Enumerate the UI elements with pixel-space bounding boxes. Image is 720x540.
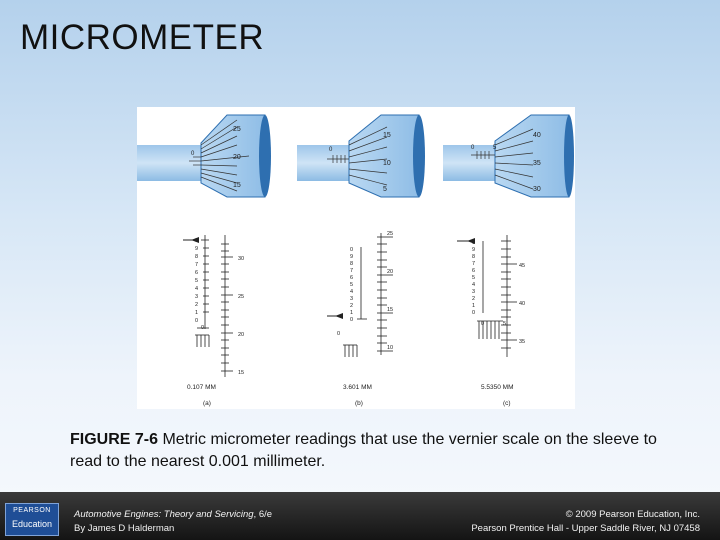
figure-caption — [70, 429, 670, 473]
svg-text:30: 30 — [238, 256, 245, 262]
panel-b-thimble-scale — [387, 231, 393, 351]
svg-text:5: 5 — [195, 278, 199, 284]
svg-text:10: 10 — [387, 345, 394, 351]
svg-text:15: 15 — [238, 370, 245, 376]
micrometer-diagram — [137, 107, 575, 409]
panel-c-thimble-mark: 40 — [533, 132, 541, 139]
panel-a-thimble-mark: 25 — [233, 126, 241, 133]
svg-text:0: 0 — [195, 318, 199, 324]
svg-text:9: 9 — [195, 246, 199, 252]
svg-text:5: 5 — [472, 275, 476, 281]
panel-c-thimble-mark: 35 — [533, 160, 541, 167]
book-credit — [74, 508, 272, 536]
svg-text:7: 7 — [195, 262, 199, 268]
svg-text:2: 2 — [350, 303, 354, 309]
panel-b-top — [297, 115, 425, 197]
svg-text:0: 0 — [472, 240, 476, 246]
panel-c-sleeve-mark: 0 — [471, 145, 475, 151]
slide-title: MICROMETER — [20, 18, 265, 57]
panel-a-top — [137, 115, 271, 197]
svg-text:4: 4 — [195, 286, 199, 292]
svg-text:5: 5 — [350, 282, 354, 288]
panel-a-thimble-mark: 15 — [233, 182, 241, 189]
slide-footer — [0, 492, 720, 540]
panel-c-scale — [477, 235, 517, 357]
book-title: Automotive Engines: Theory and Servicing — [74, 509, 254, 520]
svg-text:6: 6 — [195, 270, 199, 276]
svg-text:3: 3 — [350, 296, 354, 302]
svg-text:40: 40 — [519, 301, 526, 307]
svg-text:9: 9 — [472, 247, 476, 253]
svg-text:0: 0 — [337, 331, 341, 337]
svg-text:25: 25 — [387, 231, 394, 237]
svg-text:6: 6 — [472, 268, 476, 274]
svg-text:8: 8 — [350, 261, 354, 267]
panel-b-thimble-mark: 5 — [383, 186, 387, 193]
panel-a-reading: 0.107 MM — [187, 384, 216, 391]
figure-label: FIGURE 7-6 — [70, 431, 159, 448]
panel-a-label: (a) — [203, 400, 211, 407]
panel-a-thimble-mark: 20 — [233, 154, 241, 161]
author: By James D Halderman — [74, 523, 175, 534]
panel-c-sleeve-mark: 5 — [493, 145, 497, 151]
panel-a-scale — [195, 235, 233, 377]
book-edition: , 6/e — [253, 509, 273, 520]
logo-top-text: PEARSON — [13, 507, 51, 514]
panel-c-thimble-mark: 30 — [533, 186, 541, 193]
svg-text:20: 20 — [238, 332, 245, 338]
panel-b-thimble-mark: 10 — [383, 160, 391, 167]
panel-c-vernier-digits — [472, 240, 506, 327]
panel-a-vernier-digits — [195, 238, 204, 331]
svg-text:2: 2 — [195, 302, 199, 308]
copyright-block — [471, 508, 700, 536]
svg-text:35: 35 — [519, 339, 526, 345]
svg-text:0: 0 — [195, 238, 199, 244]
svg-text:3: 3 — [195, 294, 199, 300]
panel-c-reading: 5.5350 MM — [481, 384, 514, 391]
svg-text:0: 0 — [350, 317, 354, 323]
svg-text:25: 25 — [238, 294, 245, 300]
panel-b-reading: 3.601 MM — [343, 384, 372, 391]
svg-text:1: 1 — [472, 303, 476, 309]
svg-text:1: 1 — [195, 310, 199, 316]
panel-b-label: (b) — [355, 400, 363, 407]
svg-text:0: 0 — [201, 325, 205, 331]
svg-text:8: 8 — [195, 254, 199, 260]
panel-a-sleeve-mark: 0 — [191, 151, 195, 157]
panel-b-vernier-digits — [337, 247, 353, 337]
panel-b-sleeve-mark: 0 — [329, 147, 333, 153]
publisher: Pearson Prentice Hall - Upper Saddle River, NJ 07458 — [471, 523, 700, 534]
logo-bottom-text: Education — [11, 519, 53, 529]
svg-text:6: 6 — [350, 275, 354, 281]
svg-text:8: 8 — [472, 254, 476, 260]
svg-text:4: 4 — [472, 282, 476, 288]
svg-text:1: 1 — [350, 310, 354, 316]
panel-c-thimble-scale — [519, 263, 525, 345]
svg-text:0: 0 — [481, 321, 485, 327]
panel-c-top — [443, 115, 574, 197]
svg-text:7: 7 — [350, 268, 354, 274]
svg-text:0: 0 — [350, 247, 354, 253]
caption-text: Metric micrometer readings that use the vernier scale on the sleeve to read to the nearest 0.001 millimeter. — [70, 431, 657, 470]
micrometer-figure — [137, 107, 575, 409]
svg-text:5: 5 — [503, 321, 507, 327]
svg-text:15: 15 — [387, 307, 394, 313]
svg-text:2: 2 — [472, 296, 476, 302]
svg-text:45: 45 — [519, 263, 526, 269]
panel-b-thimble-mark: 15 — [383, 132, 391, 139]
pearson-logo — [5, 503, 59, 536]
panel-c-label: (c) — [503, 400, 511, 407]
svg-text:20: 20 — [387, 269, 394, 275]
copyright: © 2009 Pearson Education, Inc. — [565, 509, 700, 520]
svg-text:7: 7 — [472, 261, 476, 267]
panel-a-thimble-scale — [238, 256, 244, 376]
svg-text:3: 3 — [472, 289, 476, 295]
svg-text:9: 9 — [350, 254, 354, 260]
svg-text:0: 0 — [472, 310, 476, 316]
svg-text:4: 4 — [350, 289, 354, 295]
